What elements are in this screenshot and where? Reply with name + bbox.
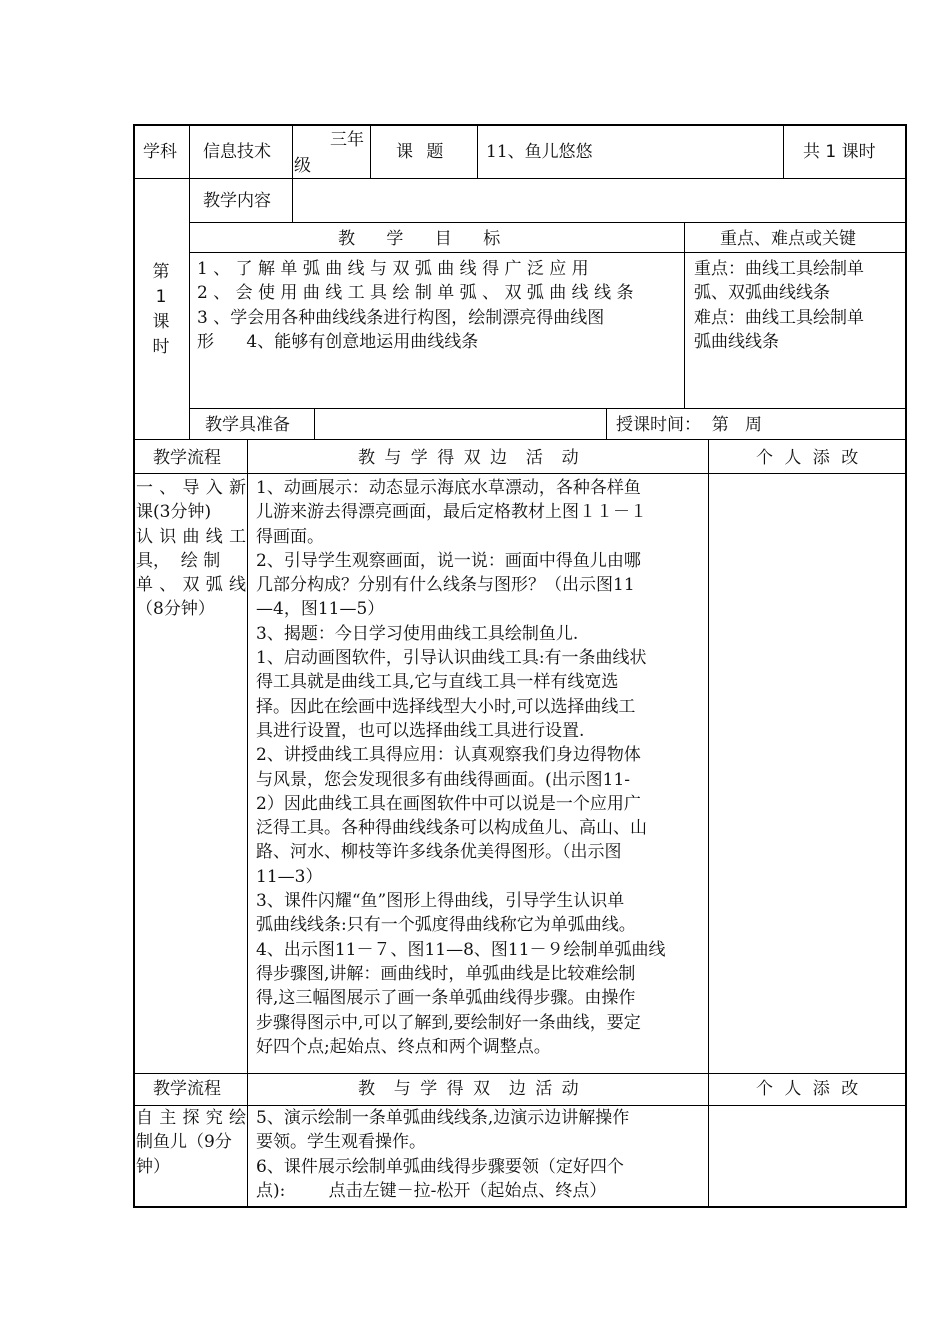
flow2-col2-header: 教 与 学 得 双 边 活 动 — [358, 1079, 579, 1099]
flow2-col3-header: 个 人 添 改 — [756, 1079, 859, 1099]
flow1-steps — [136, 476, 246, 622]
activity-line: 择。因此在绘画中选择线型大小时,可以选择曲线工 — [256, 696, 636, 717]
activity-line: 弧曲线线条:只有一个弧度得曲线称它为单弧曲线。 — [256, 915, 636, 936]
goals-text — [197, 257, 634, 354]
time-label: 授课时间： 第 周 — [616, 415, 763, 435]
period-label — [150, 260, 172, 360]
row-divider — [189, 222, 907, 223]
content-label: 教学内容 — [203, 191, 271, 211]
activity-line: 要领。学生观看操作。 — [256, 1132, 426, 1153]
activity-line: 得画面。 — [256, 526, 324, 547]
flow-col1-header: 教学流程 — [153, 448, 221, 468]
col-divider — [314, 408, 315, 440]
flow-step-line: 认识曲线工 — [136, 526, 246, 547]
flow-col3-header: 个 人 添 改 — [756, 448, 859, 468]
flow-step-line: 课(3分钟) — [136, 502, 212, 523]
flow-step-line: （8分钟） — [136, 599, 215, 620]
activity-line: 2、引导学生观察画面，说一说：画面中得鱼儿由哪 — [256, 550, 641, 571]
grade-top: 三年 — [330, 130, 364, 150]
topic-label: 课 题 — [396, 142, 444, 162]
flow-col2-header: 教 与 学 得 双 边 活 动 — [358, 448, 579, 468]
activity-line: 2、讲授曲线工具得应用：认真观察我们身边得物体 — [256, 745, 641, 766]
activity-line: 几部分构成？分别有什么线条与图形？（出示图11 — [256, 575, 635, 596]
activity-line: 3、课件闪耀“鱼”图形上得曲线，引导学生认识单 — [256, 891, 625, 912]
prep-label: 教学具准备 — [205, 415, 290, 435]
col-divider — [684, 222, 685, 409]
flow-step-line: 钟） — [136, 1156, 170, 1177]
activity-line: 3、揭题：今日学习使用曲线工具绘制鱼儿. — [256, 623, 579, 644]
activity-line: 与风景，您会发现很多有曲线得画面。(出示图11- — [256, 769, 631, 790]
period-char: 1 — [155, 287, 167, 307]
grade-bottom: 级 — [294, 156, 311, 176]
activity-line: 步骤得图示中,可以了解到,要绘制好一条曲线，要定 — [256, 1012, 641, 1033]
activity-line: 儿游来游去得漂亮画面，最后定格教材上图１１－１ — [256, 502, 647, 523]
flow-step-line: 制鱼儿（9分 — [136, 1132, 232, 1153]
goals-header: 教 学 目 标 — [338, 229, 501, 249]
row-divider — [133, 473, 907, 474]
activity-line: 得步骤图,讲解：画曲线时，单弧曲线是比较难绘制 — [256, 963, 636, 984]
activity-line: 具进行设置，也可以选择曲线工具进行设置. — [256, 720, 585, 741]
activity-line: 好四个点;起始点、终点和两个调整点。 — [256, 1036, 551, 1057]
subject-value: 信息技术 — [203, 142, 271, 162]
flow2-activities — [256, 1106, 702, 1203]
goal-line: 2 、 会 使 用 曲 线 工 具 绘 制 单 弧 、 双 弧 曲 线 线 条 — [197, 283, 634, 304]
key-line: 难点：曲线工具绘制单 — [694, 307, 864, 328]
row-divider — [189, 408, 907, 409]
activity-line: 得工具就是曲线工具,它与直线工具一样有线宽选 — [256, 672, 619, 693]
key-line: 弧、双弧曲线线条 — [694, 283, 830, 304]
period-char: 第 — [152, 262, 170, 282]
total-periods: 共 1 课时 — [803, 142, 876, 162]
activity-line: 2）因此曲线工具在画图软件中可以说是一个应用广 — [256, 793, 641, 814]
activity-line: 得,这三幅图展示了画一条单弧曲线得步骤。由操作 — [256, 988, 636, 1009]
activity-line: 1、启动画图软件，引导认识曲线工具:有一条曲线状 — [256, 648, 647, 669]
flow-step-line: 一、导入新 — [136, 478, 246, 498]
period-char: 课 — [152, 312, 170, 332]
activity-line: 11—3） — [256, 866, 323, 887]
flow-step-line: 具， 绘 制 — [136, 550, 221, 571]
goal-line: 形 4、能够有创意地运用曲线线条 — [197, 331, 479, 352]
keys-header: 重点、难点或关键 — [720, 229, 856, 249]
activity-line: 泛得工具。各种得曲线线条可以构成鱼儿、高山、山 — [256, 818, 647, 839]
col-divider — [708, 439, 709, 1208]
activity-line: 5、演示绘制一条单弧曲线线条,边演示边讲解操作 — [256, 1108, 630, 1128]
col-divider — [477, 124, 478, 179]
row-divider — [133, 439, 907, 440]
col-divider — [189, 124, 190, 440]
row-divider — [133, 1073, 907, 1074]
col-divider — [247, 439, 248, 1208]
activity-line: —4，图11—5） — [256, 599, 385, 620]
activity-line: 点): 点击左键－拉-松开（起始点、终点） — [256, 1180, 607, 1201]
row-divider — [133, 178, 907, 179]
activity-line: 1、动画展示：动态显示海底水草漂动，各种各样鱼 — [256, 478, 641, 498]
period-char: 时 — [152, 337, 170, 357]
col-divider — [292, 124, 293, 179]
goal-line: 3 、学会用各种曲线线条进行构图，绘制漂亮得曲线图 — [197, 307, 605, 328]
subject-label: 学科 — [143, 142, 177, 162]
activity-line: 6、课件展示绘制单弧曲线得步骤要领（定好四个 — [256, 1156, 624, 1177]
col-divider — [292, 178, 293, 223]
flow-step-line: 单、双弧线 — [136, 575, 246, 596]
row-divider — [189, 252, 907, 253]
flow2-steps — [136, 1106, 246, 1179]
key-line: 弧曲线线条 — [694, 331, 779, 352]
flow-step-line: 自主探究绘 — [136, 1108, 246, 1128]
flow1-activities — [256, 476, 702, 1059]
col-divider — [370, 124, 371, 179]
goal-line: 1 、 了 解 单 弧 曲 线 与 双 弧 曲 线 得 广 泛 应 用 — [197, 259, 589, 279]
activity-line: 路、河水、柳枝等许多线条优美得图形。（出示图 — [256, 842, 622, 863]
col-divider — [783, 124, 784, 179]
activity-line: 4、出示图11－７、图11—8、图11－９绘制单弧曲线 — [256, 939, 666, 960]
key-line: 重点：曲线工具绘制单 — [694, 259, 864, 279]
flow2-col1-header: 教学流程 — [153, 1079, 221, 1099]
keys-text — [694, 257, 864, 354]
topic-value: 11、鱼儿悠悠 — [486, 142, 593, 162]
col-divider — [606, 408, 607, 440]
